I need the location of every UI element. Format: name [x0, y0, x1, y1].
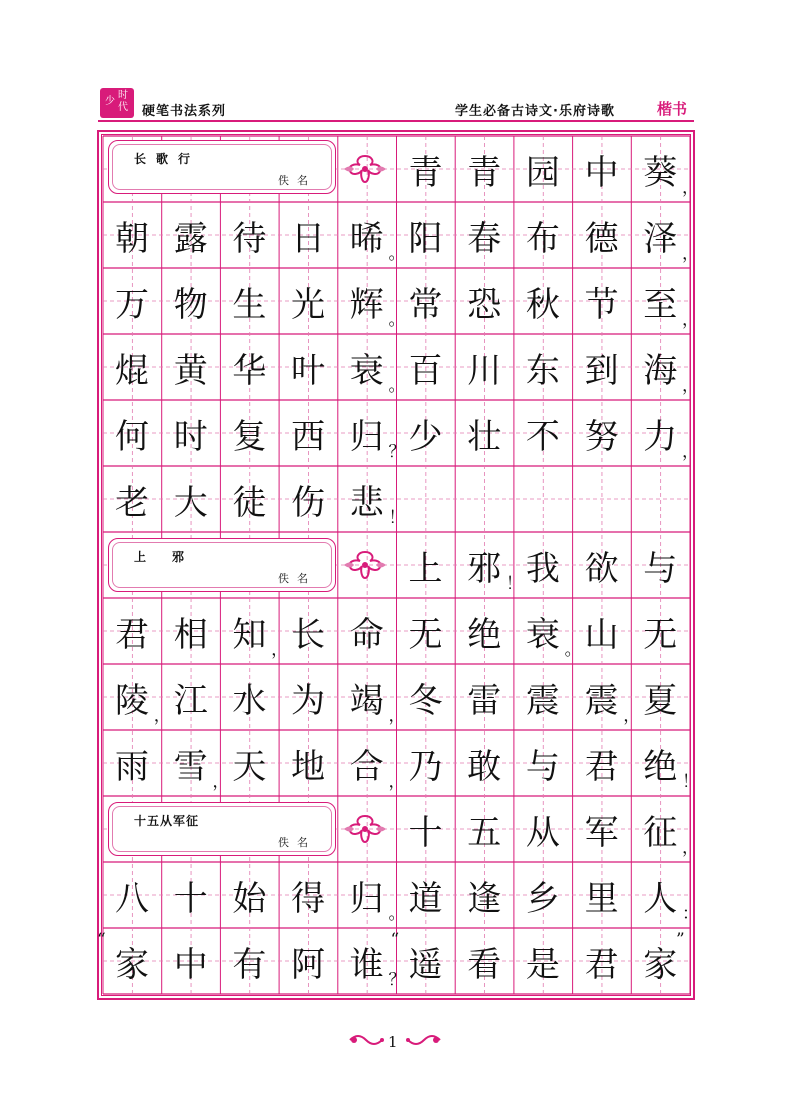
practice-character: 青	[408, 152, 443, 193]
poem-title-box	[108, 538, 336, 592]
practice-character: 川	[467, 350, 502, 391]
practice-character: 努	[584, 416, 619, 457]
practice-character: 军	[584, 812, 619, 853]
practice-character: 待	[232, 218, 267, 259]
punctuation-mark: 。	[388, 904, 406, 924]
punctuation-mark: ！	[388, 508, 406, 528]
practice-character: 力	[643, 416, 678, 457]
practice-character: 看	[467, 944, 502, 985]
practice-character: 地	[291, 746, 326, 787]
poem-title: 长歌行	[134, 152, 201, 166]
practice-character: 黄	[173, 350, 208, 391]
footer-ornament-left	[348, 1030, 388, 1050]
practice-character: 十	[408, 812, 443, 853]
practice-character: 家	[643, 944, 678, 985]
punctuation-mark: ，	[682, 376, 699, 396]
punctuation-mark: ，	[388, 772, 406, 792]
practice-character: 到	[584, 350, 619, 391]
header-rule	[98, 120, 694, 122]
practice-character: 八	[115, 878, 149, 919]
practice-character: 徒	[232, 482, 267, 523]
practice-character: 露	[173, 218, 208, 259]
practice-character: 乡	[525, 878, 560, 919]
practice-character: 何	[115, 416, 149, 457]
practice-character: 知	[232, 614, 267, 655]
practice-character: 陵	[115, 680, 149, 721]
practice-character: 常	[408, 284, 443, 325]
practice-character: 东	[525, 350, 560, 391]
practice-character: 逢	[467, 878, 502, 919]
punctuation-mark: ，	[623, 706, 641, 726]
practice-character: 是	[525, 944, 560, 985]
practice-character: 命	[349, 614, 384, 655]
punctuation-mark: 。	[564, 640, 582, 660]
practice-character: 敢	[467, 746, 502, 787]
practice-character: 从	[525, 812, 560, 853]
punctuation-mark: ，	[388, 706, 406, 726]
flourish-ornament	[340, 540, 390, 590]
punctuation-mark: ，	[682, 310, 699, 330]
punctuation-mark: ，	[682, 244, 699, 264]
practice-character: 中	[584, 152, 619, 193]
practice-character: 得	[291, 878, 326, 919]
practice-character: 万	[115, 284, 149, 325]
punctuation-mark: ：	[682, 904, 699, 924]
practice-character: 衰	[525, 614, 560, 655]
practice-character: 震	[525, 680, 560, 721]
practice-character: 乃	[408, 746, 443, 787]
practice-character: 君	[115, 614, 149, 655]
practice-character: 我	[525, 548, 560, 589]
practice-character: 叶	[291, 350, 326, 391]
punctuation-mark: ，	[682, 178, 699, 198]
practice-character: 归	[349, 416, 384, 457]
footer-ornament-right	[402, 1030, 442, 1050]
practice-character: 道	[408, 878, 443, 919]
practice-character: 水	[232, 680, 267, 721]
practice-character: 相	[173, 614, 208, 655]
practice-character: 西	[291, 416, 326, 457]
poem-title-box	[108, 802, 336, 856]
practice-character: 合	[349, 746, 384, 787]
poem-author: 佚名	[278, 174, 316, 187]
practice-character: 老	[115, 482, 149, 523]
practice-character: 谁	[349, 944, 384, 985]
practice-character: 物	[173, 284, 208, 325]
punctuation-mark: “	[390, 930, 400, 950]
practice-character: 山	[584, 614, 619, 655]
practice-character: 衰	[349, 350, 384, 391]
punctuation-mark: ！	[682, 772, 699, 792]
punctuation-mark: ，	[153, 706, 171, 726]
series-title: 硬笔书法系列	[142, 104, 227, 119]
practice-character: 长	[291, 614, 326, 655]
practice-character: 上	[408, 548, 443, 589]
punctuation-mark: 。	[388, 244, 406, 264]
poem-author: 佚名	[278, 572, 316, 585]
practice-character: 青	[467, 152, 502, 193]
practice-character: 晞	[349, 218, 384, 259]
punctuation-mark: ”	[676, 930, 685, 950]
practice-character: 大	[173, 482, 208, 523]
flourish-ornament	[340, 144, 390, 194]
punctuation-mark: ，	[682, 838, 699, 858]
practice-character: 雪	[173, 746, 208, 787]
practice-character: 伤	[291, 482, 326, 523]
punctuation-mark: ，	[271, 640, 289, 660]
practice-character: 雷	[467, 680, 502, 721]
practice-character: 有	[232, 944, 267, 985]
practice-character: 始	[232, 878, 267, 919]
practice-character: 日	[291, 218, 326, 259]
practice-character: 不	[525, 416, 560, 457]
practice-character: 悲	[349, 482, 384, 523]
practice-character: 百	[408, 350, 443, 391]
practice-character: 阳	[408, 218, 443, 259]
flourish-ornament	[340, 804, 390, 854]
poem-author: 佚名	[278, 836, 316, 849]
poem-title: 上邪	[134, 550, 211, 564]
practice-character: 中	[173, 944, 208, 985]
practice-character: 人	[643, 878, 678, 919]
logo-char: 时	[118, 90, 128, 101]
practice-character: 君	[584, 944, 619, 985]
practice-character: 阿	[291, 944, 326, 985]
practice-character: 雨	[115, 746, 149, 787]
punctuation-mark: ，	[682, 442, 699, 462]
punctuation-mark: ！	[505, 574, 523, 594]
practice-character: 无	[408, 614, 443, 655]
practice-character: 秋	[525, 284, 560, 325]
punctuation-mark: 。	[388, 310, 406, 330]
punctuation-mark: ？	[388, 442, 406, 462]
practice-character: 泽	[643, 218, 678, 259]
practice-character: 天	[232, 746, 267, 787]
poem-title: 十五从军征	[134, 814, 200, 828]
practice-character: 华	[232, 350, 267, 391]
practice-character: 为	[291, 680, 326, 721]
practice-character: 布	[525, 218, 560, 259]
practice-character: 与	[525, 746, 560, 787]
book-title: 学生必备古诗文·乐府诗歌	[455, 104, 615, 119]
practice-character: 征	[643, 812, 678, 853]
practice-character: 绝	[467, 614, 502, 655]
logo-char: 少	[105, 96, 115, 107]
practice-character: 竭	[349, 680, 384, 721]
practice-character: 光	[291, 284, 326, 325]
practice-character: 绝	[643, 746, 678, 787]
practice-character: 时	[173, 416, 208, 457]
practice-character: 海	[643, 350, 678, 391]
punctuation-mark: ，	[212, 772, 230, 792]
practice-character: 朝	[115, 218, 149, 259]
practice-character: 十	[173, 878, 208, 919]
practice-character: 江	[173, 680, 208, 721]
practice-character: 恐	[467, 284, 502, 325]
practice-character: 节	[584, 284, 619, 325]
practice-character: 震	[584, 680, 619, 721]
practice-character: 辉	[349, 284, 384, 325]
practice-character: 德	[584, 218, 619, 259]
practice-character: 少	[408, 416, 443, 457]
practice-character: 里	[584, 878, 619, 919]
practice-character: 邪	[467, 548, 502, 589]
practice-character: 夏	[643, 680, 678, 721]
practice-character: 遥	[408, 944, 443, 985]
practice-character: 无	[643, 614, 678, 655]
practice-character: 复	[232, 416, 267, 457]
punctuation-mark: ？	[388, 970, 406, 990]
practice-character: 葵	[643, 152, 678, 193]
poem-title-box	[108, 140, 336, 194]
practice-character: 园	[525, 152, 560, 193]
punctuation-mark: 。	[388, 376, 406, 396]
practice-character: 家	[115, 944, 149, 985]
practice-character: 归	[349, 878, 384, 919]
punctuation-mark: “	[97, 930, 106, 950]
practice-character: 至	[643, 284, 678, 325]
practice-character: 与	[643, 548, 678, 589]
practice-character: 欲	[584, 548, 619, 589]
practice-character: 春	[467, 218, 502, 259]
practice-character: 焜	[115, 350, 149, 391]
page-number: 1	[388, 1033, 398, 1051]
logo-char: 代	[118, 102, 128, 113]
practice-character: 冬	[408, 680, 443, 721]
script-style-label: 楷书	[657, 100, 688, 118]
practice-character: 五	[467, 812, 502, 853]
practice-character: 壮	[467, 416, 502, 457]
practice-character: 生	[232, 284, 267, 325]
practice-character: 君	[584, 746, 619, 787]
series-logo	[100, 88, 134, 118]
